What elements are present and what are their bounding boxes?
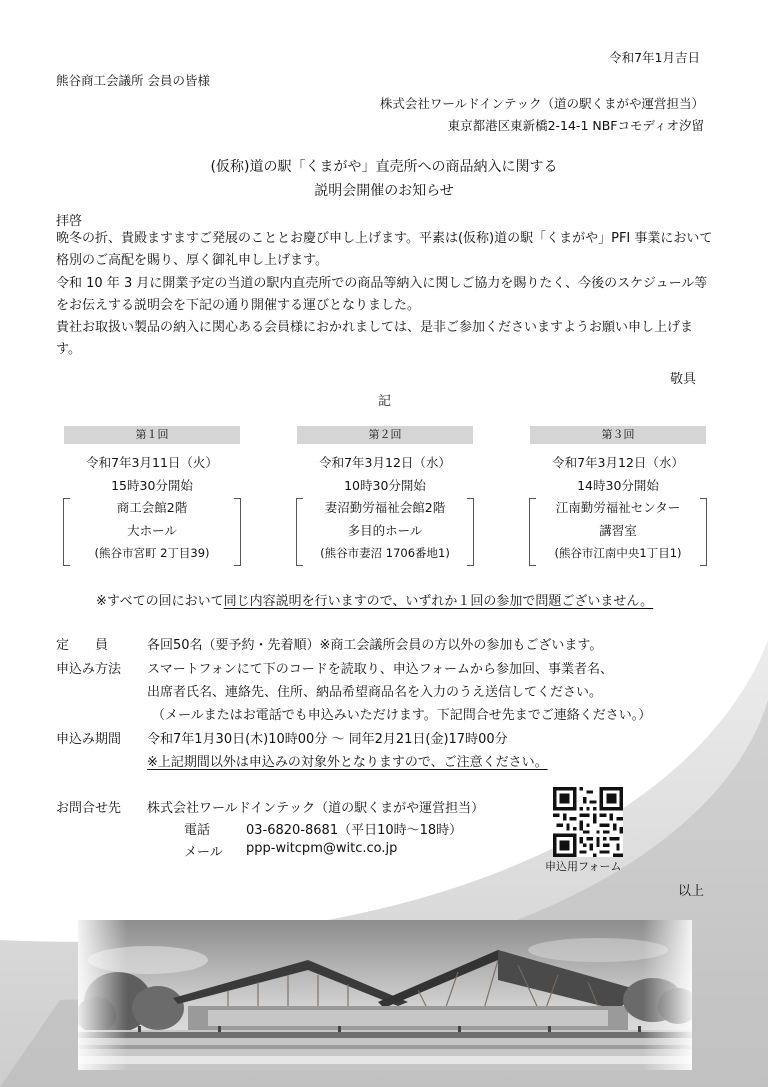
phone-label: 電話 [184,823,211,838]
facility-rendering-image [78,920,692,1070]
session-2-date: 令和7年3月12日（水） [319,455,451,470]
issue-date: 令和7年1月吉日 [609,50,700,65]
session-2-address: (熊谷市妻沼 1706番地1) [320,546,450,560]
session-2-bracket-left [296,498,303,566]
paragraph-3: 貴社お取扱い製品の納入に関心ある会員様におかれましては、是非ご参加くださいますようお願い申し上げます。 [56,320,694,358]
note-underlined: 同じ内容説明を行いますので、いずれか１回の参加で問題ございません。 [223,594,654,609]
closing-keigu: 敬具 [669,372,696,387]
sender-company: 株式会社ワールドインテック（道の駅くまがや運営担当） [379,96,704,111]
capacity-value: 各回50名（要予約・先着順）※商工会議所会員の方以外の参加もございます。 [147,638,603,653]
session-3-date: 令和7年3月12日（水） [552,455,684,470]
title-line-2: 説明会開催のお知らせ [314,183,454,199]
session-3-time: 14時30分開始 [577,477,659,493]
session-3-bracket-left [529,498,536,566]
apply-period-note: ※上記期間以外は申込みの対象外となりますので、ご注意ください。 [147,755,548,770]
same-content-note [96,590,653,609]
apply-method-line-3: （メールまたはお電話でも申込みいただけます。下記問合せ先までご連絡ください。） [152,708,652,723]
session-1-time: 15時30分開始 [111,477,193,493]
session-2-bracket-right [467,498,474,566]
session-1-address: (熊谷市宮町 2丁目39) [94,546,210,560]
capacity-label: 定 員 [56,638,109,653]
session-2-room: 多目的ホール [347,522,423,538]
end-mark: 以上 [677,884,704,899]
session-1-bracket-right [234,498,241,566]
contact-company: 株式会社ワールドインテック（道の駅くまがや運営担当） [147,801,485,816]
apply-method-label: 申込み方法 [56,662,122,677]
note-prefix: ※すべての回において [96,594,224,609]
session-3-venue: 江南勤労福祉センター [555,500,681,515]
session-1-date: 令和7年3月11日（火） [86,455,218,470]
session-3 [530,452,706,565]
session-2 [297,452,473,565]
session-1-label: 第１回 [64,426,240,444]
paragraph-1: 晩冬の折、貴殿ますますご発展のこととお慶び申し上げます。平素は(仮称)道の駅「くまがや」PFI 事業において格別のご高配を賜り、厚く御礼申し上げます。 [56,231,713,269]
phone-value: 03-6820-8681（平日10時～18時） [246,823,463,838]
qr-code-icon[interactable] [553,787,623,857]
session-3-room: 講習室 [599,522,637,538]
session-2-label: 第２回 [297,426,473,444]
title-line-1: (仮称)道の駅「くまがや」直売所への商品納入に関する [210,159,558,175]
session-1-room: 大ホール [127,522,177,538]
session-2-time: 10時30分開始 [344,477,426,493]
mail-link[interactable]: ppp-witcpm@witc.co.jp [246,841,398,856]
session-3-address: (熊谷市江南中央1丁目1) [554,546,682,560]
contact-label: お問合せ先 [56,801,122,816]
apply-method-line-1: スマートフォンにて下のコードを読取り、申込フォームから参加回、事業者名、 [147,662,614,677]
session-1-bracket-left [63,498,70,566]
apply-method-line-2: 出席者氏名、連絡先、住所、納品希望商品名を入力のうえ送信してください。 [147,685,603,700]
ki-mark: 記 [378,394,392,409]
paragraph-2: 令和 10 年 3 月に開業予定の当道の駅内直売所での商品等納入に関しご協力を賜りたく、今後のスケジュール等をお伝えする説明会を下記の通り開催する運びとなりました。 [56,276,708,314]
sender-address: 東京都港区東新橋2-14-1 NBFコモディオ汐留 [447,118,704,133]
session-2-venue: 妻沼勤労福祉会館2階 [324,500,446,515]
apply-period-value: 令和7年1月30日(木)10時00分 ～ 同年2月21日(金)17時00分 [147,732,508,747]
qr-caption: 申込用フォーム [545,860,622,873]
salutation: 拝啓 [56,214,83,229]
session-1-venue: 商工会館2階 [116,500,188,515]
session-3-bracket-right [700,498,707,566]
session-1 [64,452,240,565]
apply-period-label: 申込み期間 [56,732,122,747]
mail-label: メール [184,845,223,860]
recipient: 熊谷商工会議所 会員の皆様 [56,73,210,88]
session-3-label: 第３回 [530,426,706,444]
